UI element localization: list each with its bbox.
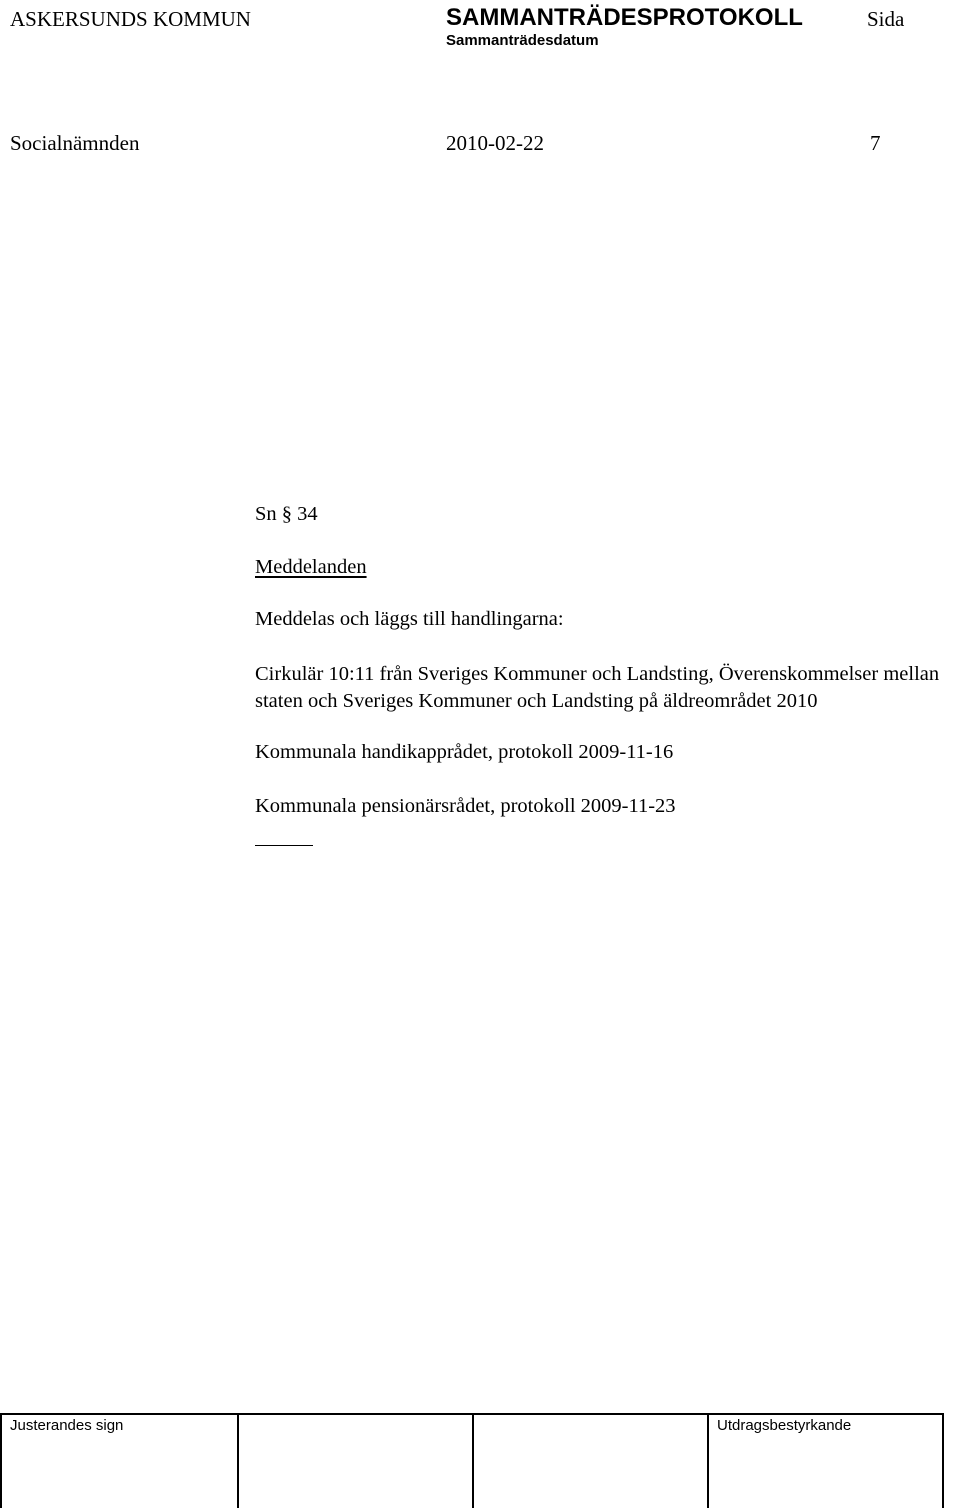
signature-table [0,1413,944,1508]
list-item: Kommunala handikapprådet, protokoll 2009-11-16 [255,741,674,763]
signature-cell [472,1415,707,1508]
signature-cell [237,1415,472,1508]
document-type-title: SAMMANTRÄDESPROTOKOLL [446,4,803,31]
extract-certification-cell [707,1415,944,1508]
organization-name: ASKERSUNDS KOMMUN [10,7,251,31]
page-number: 7 [870,131,881,155]
page-label: Sida [867,7,905,31]
adjuster-sign-label: Justerandes sign [10,1417,124,1434]
section-end-rule [255,845,313,846]
section-intro: Meddelas och läggs till handlingarna: [255,608,564,630]
section-title: Meddelanden [255,556,367,578]
extract-certification-label: Utdragsbestyrkande [717,1417,852,1434]
meeting-date: 2010-02-22 [446,131,544,155]
list-item: Kommunala pensionärsrådet, protokoll 2009-11-23 [255,795,676,817]
committee-name: Socialnämnden [10,131,140,155]
meeting-date-label: Sammanträdesdatum [446,32,599,49]
section-number: Sn § 34 [255,503,318,525]
list-item: Cirkulär 10:11 från Sveriges Kommuner och Landsting, Överenskommelser mellan staten och Sveriges Kommuner och Landsting på äldreområdet 2010 [255,663,940,712]
adjuster-sign-cell [0,1415,237,1508]
